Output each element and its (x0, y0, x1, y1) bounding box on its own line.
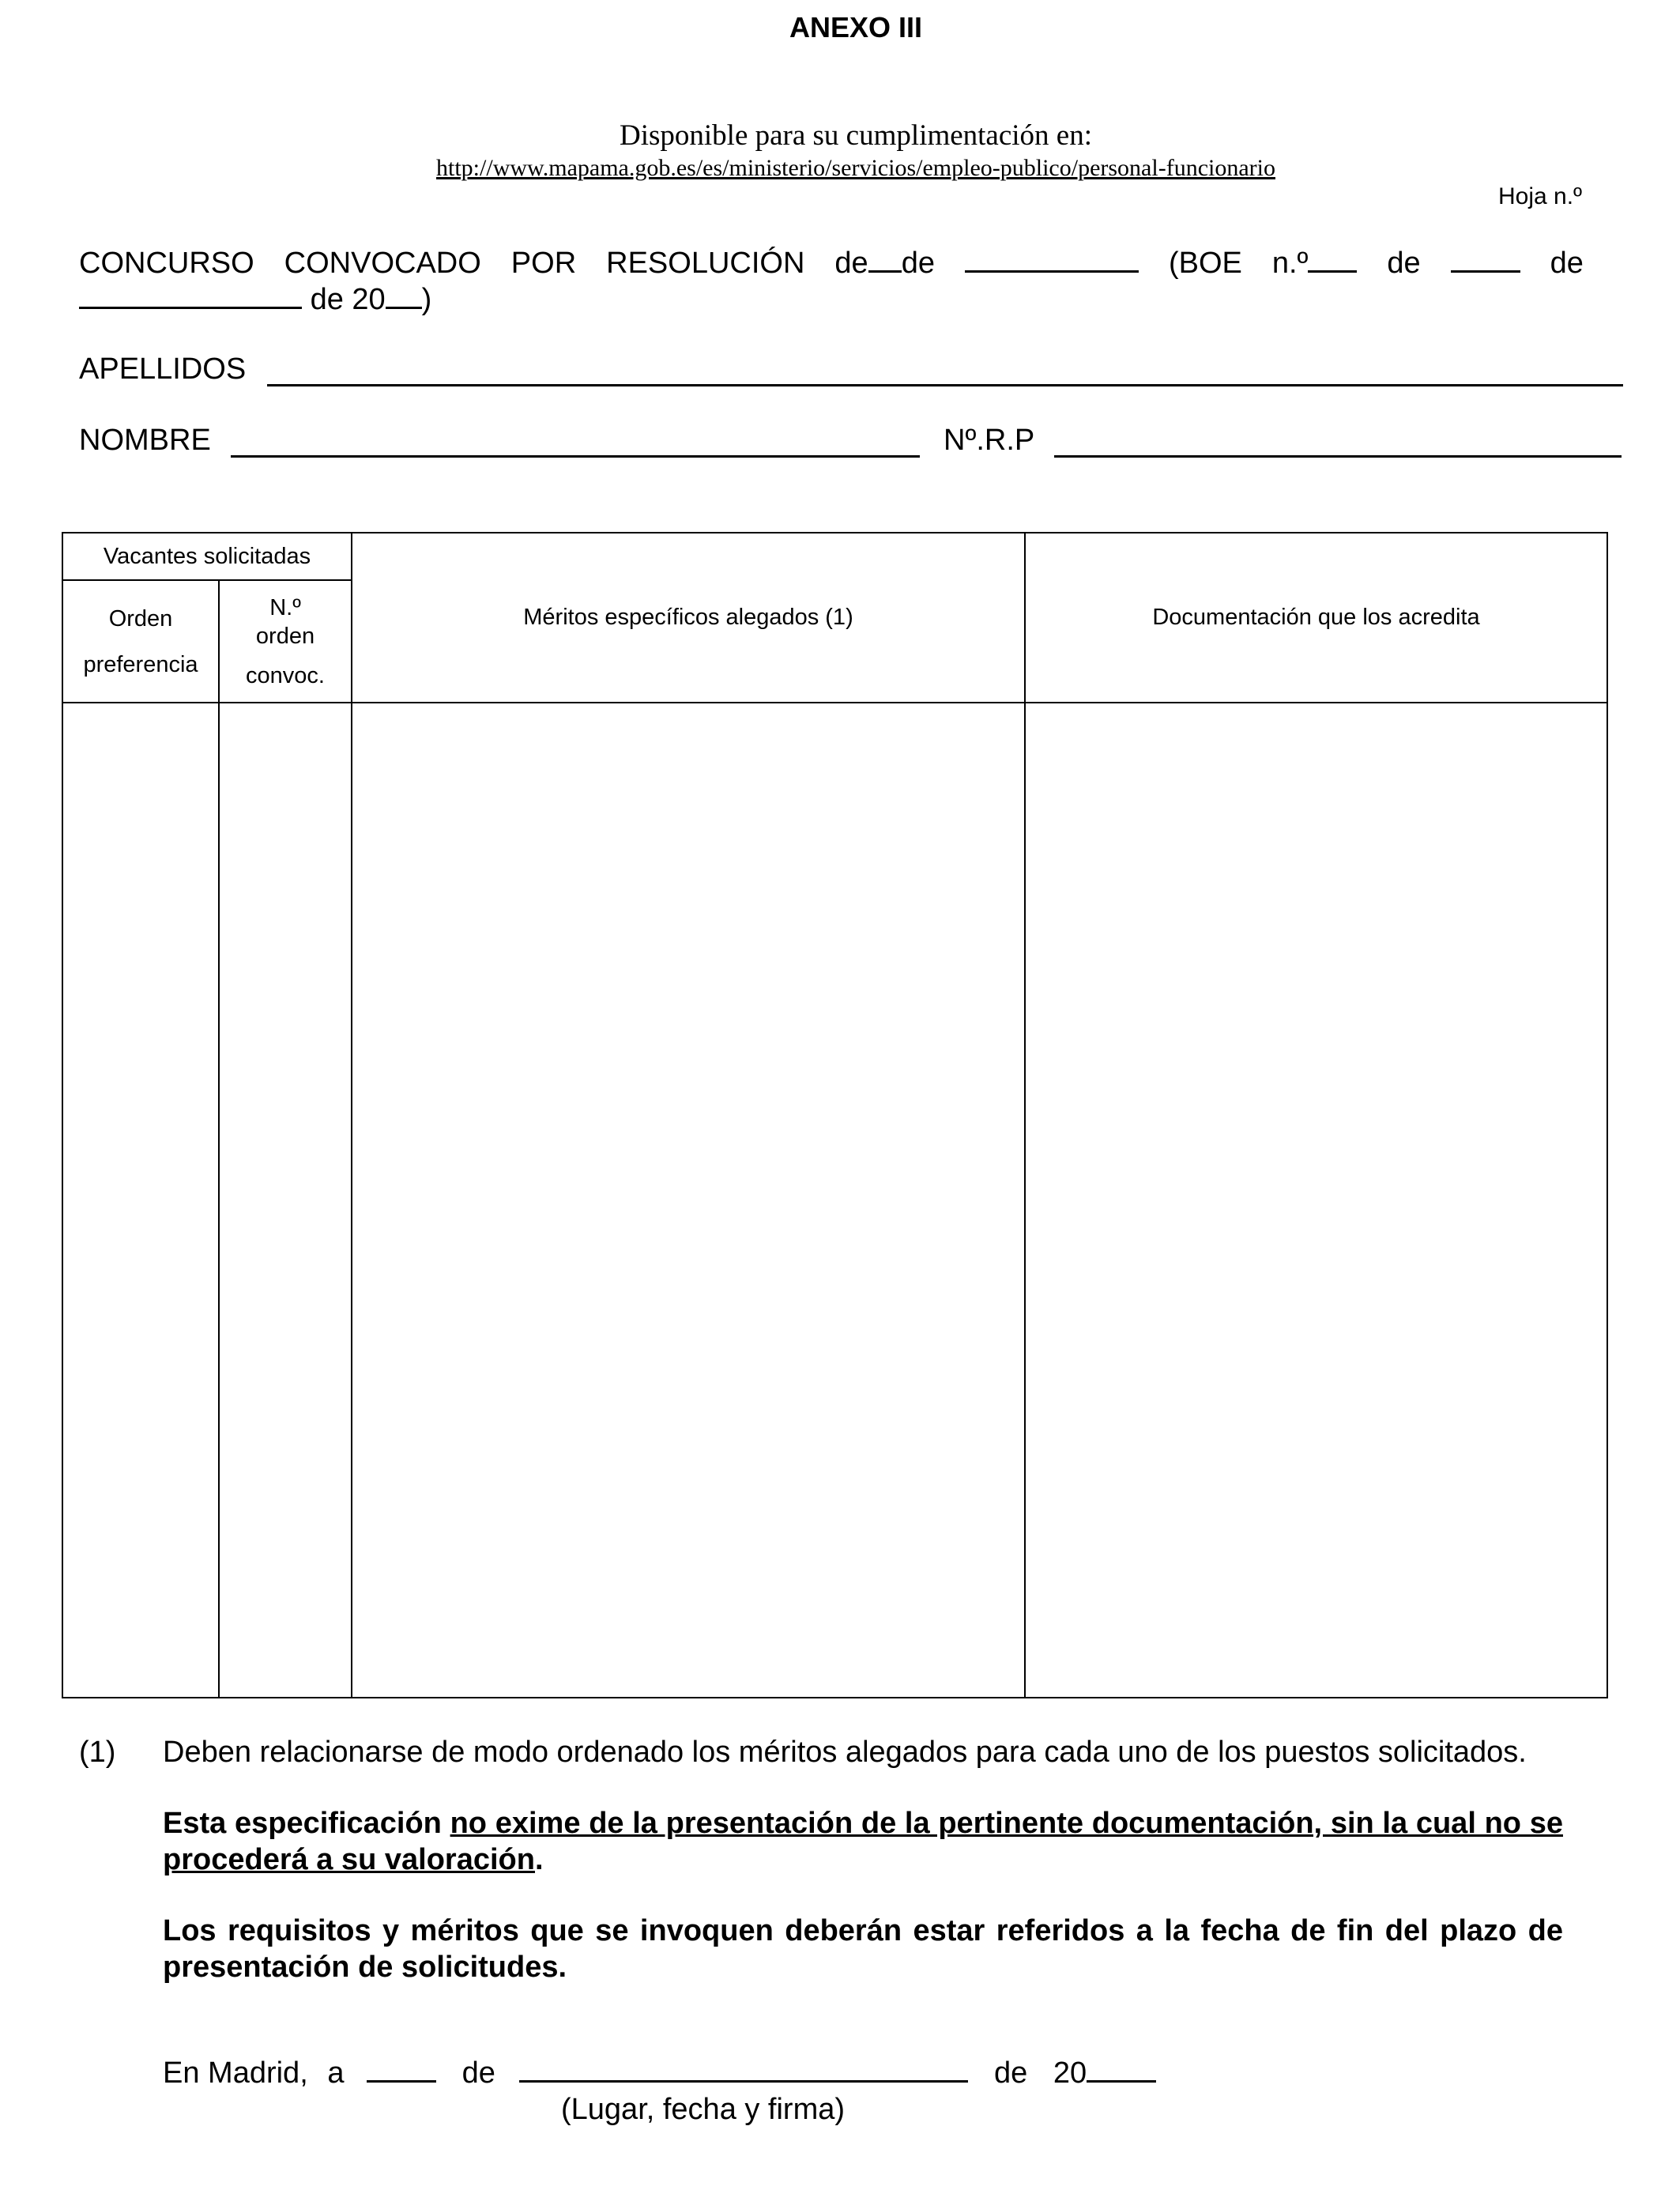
boe-month-blank[interactable] (79, 283, 302, 309)
meritos-cell[interactable] (352, 703, 1025, 1698)
signature-day-blank[interactable] (367, 2056, 436, 2083)
page-title: ANEXO III (789, 11, 923, 43)
boe-year-blank[interactable] (386, 283, 422, 309)
boe-number-blank[interactable] (1308, 247, 1357, 273)
de-word: de (834, 247, 868, 280)
closing-paren: ) (421, 283, 432, 316)
note-2 (163, 1805, 1563, 1878)
numero-label: N.º (269, 594, 301, 620)
nombre-label: NOMBRE (79, 424, 211, 457)
resolucion-word: RESOLUCIÓN (606, 247, 805, 280)
notes-block (163, 1734, 1563, 1985)
note-2-end: . (534, 1843, 544, 1876)
signature-line (163, 2056, 1156, 2090)
resolution-month-blank[interactable] (965, 247, 1139, 273)
year-prefix: 20 (1053, 2056, 1087, 2090)
apellidos-label: APELLIDOS (79, 352, 247, 386)
note-2-lead: Esta especificación (163, 1807, 450, 1840)
preferencia-label: preferencia (83, 651, 198, 677)
orden-preferencia-cell[interactable] (62, 703, 219, 1698)
de-word: de (461, 2056, 495, 2090)
orden-preferencia-header (62, 580, 219, 703)
nrp-field[interactable] (1054, 455, 1622, 458)
orden-convoc-header (219, 580, 352, 703)
de-word: de (1550, 247, 1584, 280)
orden-label: orden (255, 623, 315, 649)
boe-word: (BOE (1168, 247, 1242, 280)
resolution-day-blank[interactable] (868, 247, 902, 273)
concurso-line-2 (79, 283, 431, 317)
resolution-day-group (834, 247, 935, 281)
de-word: de (993, 2056, 1028, 2090)
orden-convoc-cell[interactable] (219, 703, 352, 1698)
note-1: Deben relacionarse de modo ordenado los méritos alegados para cada uno de los puestos solicitados. (163, 1736, 1527, 1769)
availability-text: Disponible para su cumplimentación en: (619, 119, 1093, 152)
year-prefix: de 20 (310, 283, 386, 316)
convoc-label: convoc. (246, 662, 325, 688)
availability-link[interactable]: http://www.mapama.gob.es/es/ministerio/servicios/empleo-publico/personal-funcionario (436, 155, 1275, 181)
meritos-header: Méritos específicos alegados (1) (352, 533, 1025, 703)
nrp-label: Nº.R.P (944, 424, 1035, 457)
orden-label: Orden (108, 605, 173, 631)
concurso-word: CONCURSO (79, 247, 254, 280)
documentacion-header: Documentación que los acredita (1025, 533, 1607, 703)
note-marker: (1) (79, 1736, 116, 1769)
convocado-word: CONVOCADO (284, 247, 481, 280)
boe-number-group (1272, 247, 1358, 281)
boe-number-label: n.º (1271, 247, 1309, 280)
documentacion-cell[interactable] (1025, 703, 1607, 1698)
a-word: a (327, 2056, 345, 2090)
por-word: POR (510, 247, 577, 280)
merits-table (62, 532, 1608, 1698)
nombre-field[interactable] (231, 455, 920, 458)
de-word: de (1387, 247, 1421, 280)
signature-month-blank[interactable] (519, 2056, 968, 2083)
signature-caption: (Lugar, fecha y firma) (561, 2093, 846, 2126)
concurso-line-1 (79, 247, 1584, 281)
note-2-underlined: no exime de la presentación de la pertinente documentación, sin la cual no se procederá a su valoración (163, 1807, 1563, 1876)
note-3: Los requisitos y méritos que se invoquen deberán estar referidos a la fecha de fin del plazo de presentación de solicitudes. (163, 1914, 1563, 1984)
signature-year-blank[interactable] (1087, 2056, 1156, 2083)
place-label: En Madrid, (163, 2056, 308, 2090)
boe-day-blank[interactable] (1451, 247, 1520, 273)
vacantes-header: Vacantes solicitadas (62, 533, 352, 580)
de-word: de (901, 247, 935, 280)
apellidos-field[interactable] (267, 384, 1623, 386)
sheet-number-label: Hoja n.º (1497, 183, 1582, 209)
